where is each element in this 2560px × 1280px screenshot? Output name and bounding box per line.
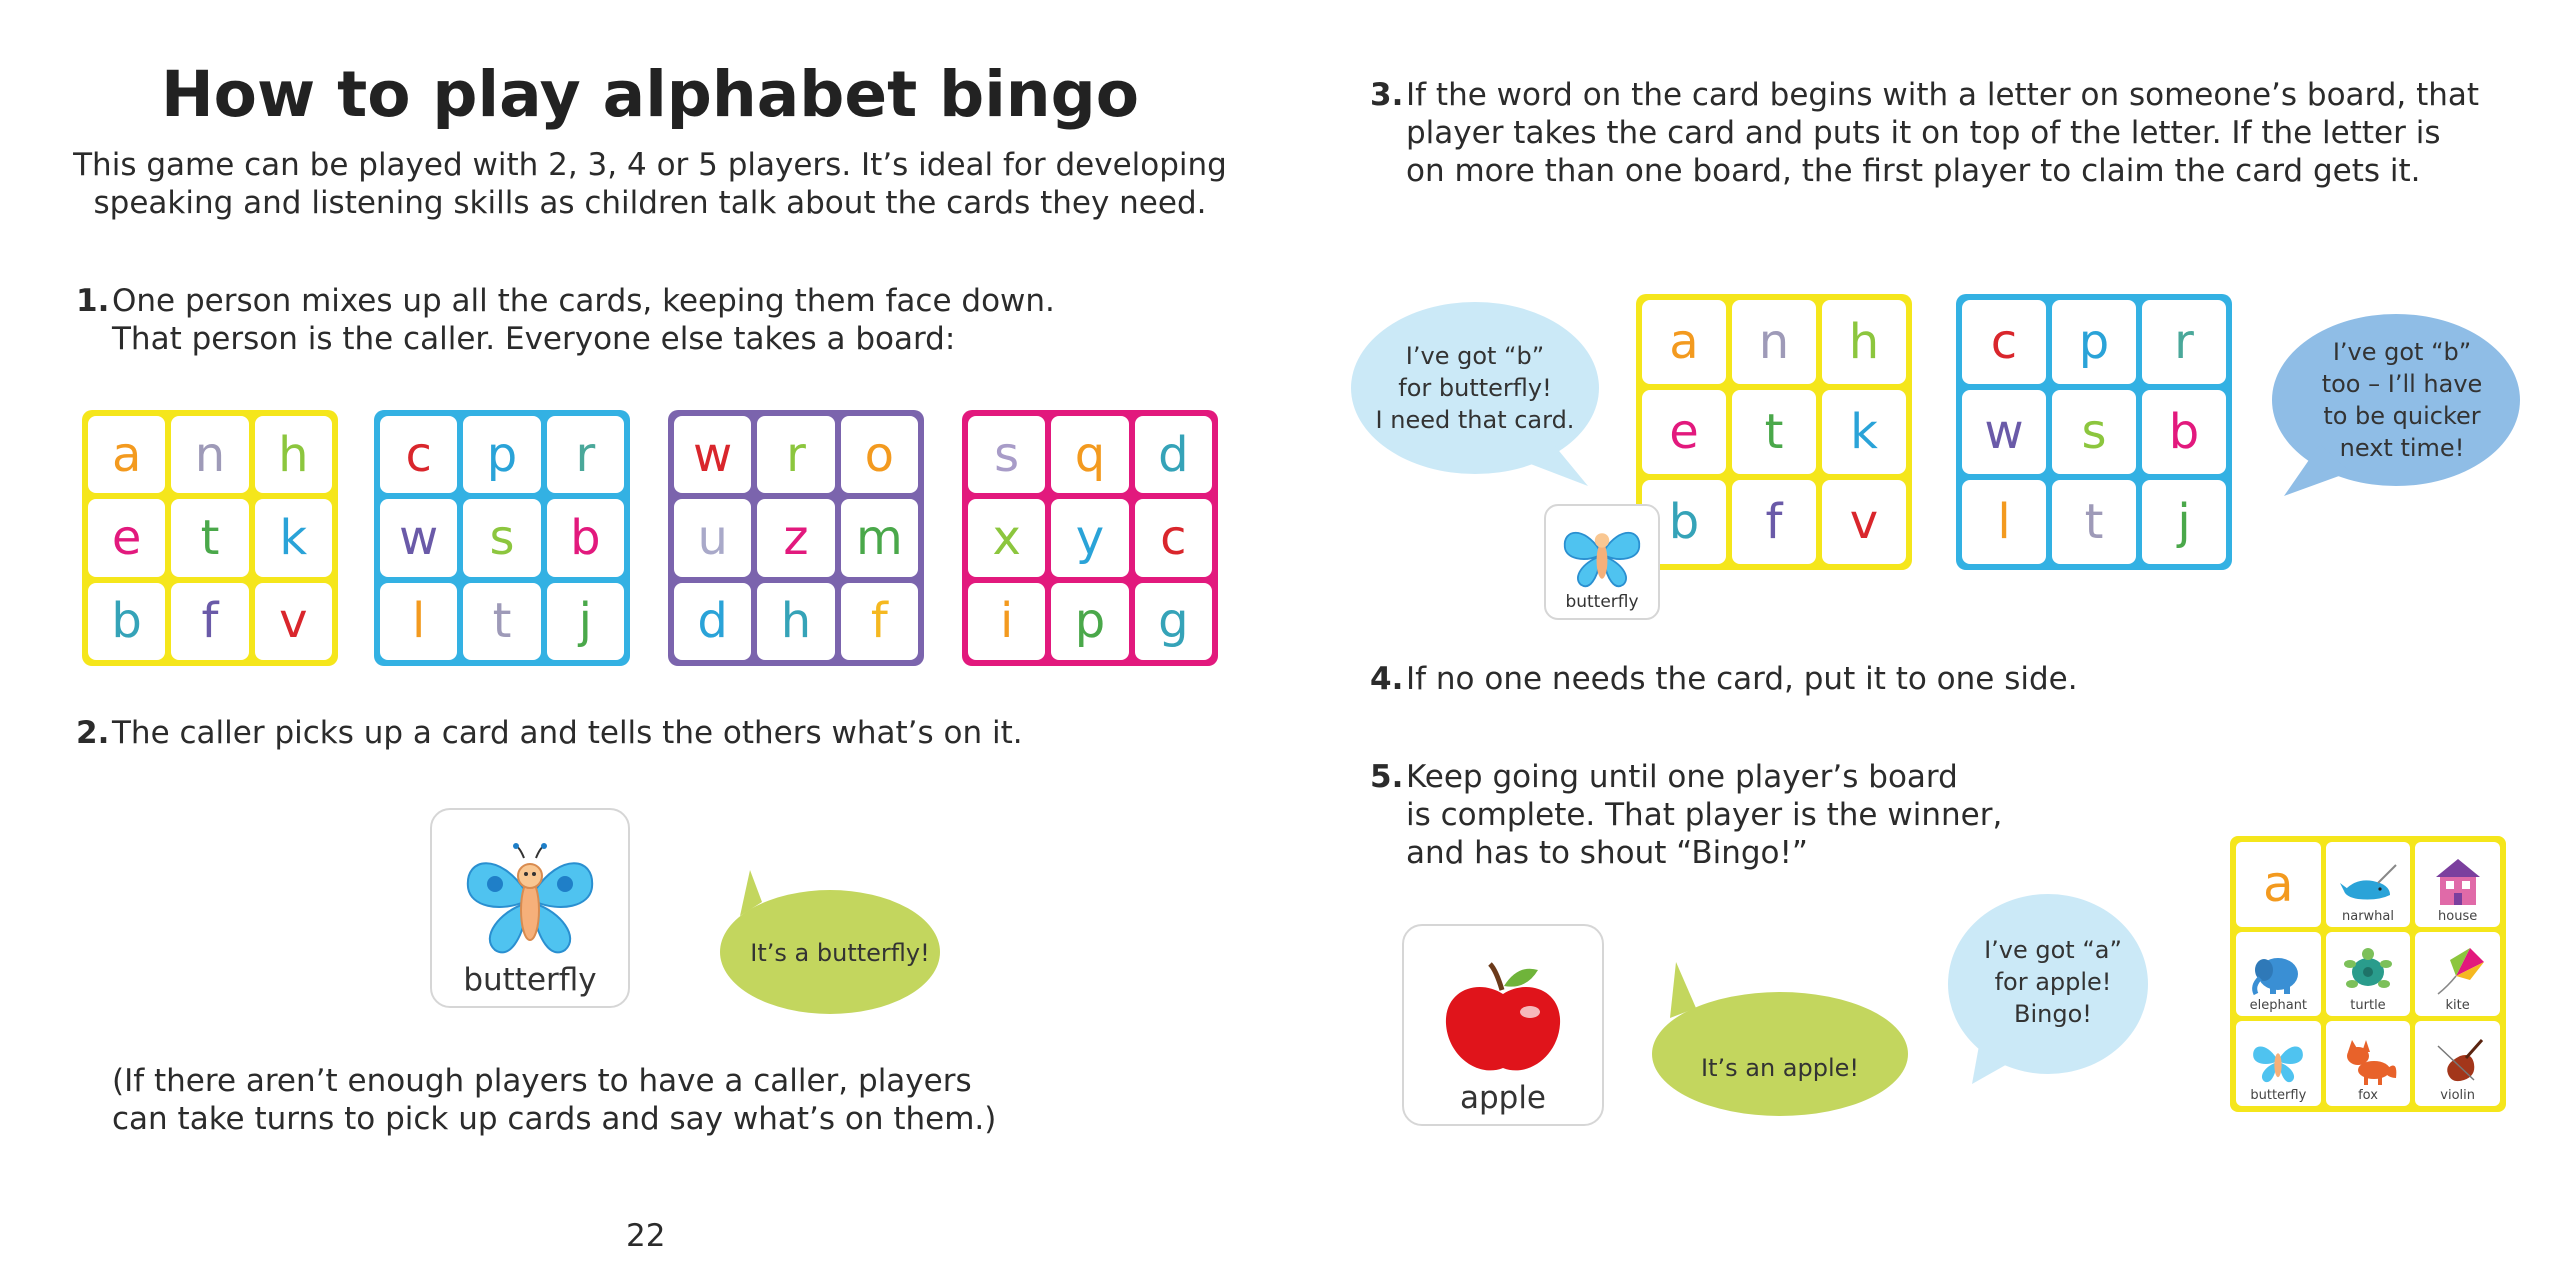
step-2 — [76, 714, 1276, 754]
board-cell-c[interactable]: c — [1962, 300, 2046, 384]
board-cell-s[interactable]: s — [968, 416, 1045, 493]
letter-board-2[interactable] — [374, 410, 630, 666]
bubble-line: too – I’ll have — [2321, 370, 2483, 398]
board-cell-b[interactable]: b — [2142, 390, 2226, 474]
fox-icon — [2338, 1038, 2398, 1086]
letter-board-yellow-step3[interactable] — [1636, 294, 1912, 570]
board-cell-r[interactable]: r — [547, 416, 624, 493]
board-cell-p[interactable]: p — [463, 416, 540, 493]
board-cell-c[interactable]: c — [1135, 499, 1212, 576]
step-line: If no one needs the card, put it to one side. — [1406, 661, 2078, 697]
speech-bubble-ive-got-b-too — [2260, 314, 2520, 500]
board-cell-t[interactable]: t — [171, 499, 248, 576]
picture-label: elephant — [2249, 998, 2308, 1014]
bubble-text — [1350, 300, 1600, 476]
picture-label: violin — [2440, 1087, 2476, 1103]
board-cell-l[interactable]: l — [1962, 480, 2046, 564]
speech-bubble-its-apple — [1650, 958, 1910, 1118]
board-cell-b[interactable]: b — [88, 583, 165, 660]
step-number: 4. — [1370, 661, 1404, 697]
butterfly-icon — [1560, 520, 1644, 592]
board-cell-p[interactable]: p — [1051, 583, 1128, 660]
board-cell-u[interactable]: u — [674, 499, 751, 576]
bubble-text — [1650, 988, 1910, 1148]
bubble-line: I’ve got “b” — [2332, 338, 2472, 366]
bubble-line: It’s a butterfly! — [750, 939, 930, 967]
bubble-text — [720, 878, 960, 1028]
note-line: can take turns to pick up cards and say what’s on them.) — [112, 1101, 997, 1137]
board-cell-b[interactable]: b — [1642, 480, 1726, 564]
step-number: 5. — [1370, 759, 1404, 795]
board-cell-v[interactable]: v — [1822, 480, 1906, 564]
picture-label: narwhal — [2341, 908, 2394, 924]
step-line: That person is the caller. Everyone else takes a board: — [112, 321, 956, 357]
step-5 — [1370, 758, 2170, 878]
step-line: is complete. That player is the winner, — [1406, 797, 2003, 833]
speech-bubble-ive-got-b — [1350, 300, 1600, 490]
bubble-line: I’ve got “b” — [1405, 342, 1545, 370]
board-cell-v[interactable]: v — [255, 583, 332, 660]
step-number: 1. — [76, 283, 110, 319]
house-icon — [2430, 857, 2486, 907]
board-cell-r[interactable]: r — [757, 416, 834, 493]
board-cell-w[interactable]: w — [674, 416, 751, 493]
letter-board-1[interactable] — [82, 410, 338, 666]
picture-label: butterfly — [2250, 1087, 2307, 1103]
bubble-text — [2272, 314, 2532, 486]
picture-cell-butterfly — [2236, 1021, 2321, 1106]
bubble-line: I’ve got “a” — [1984, 936, 2122, 964]
butterfly-card-small[interactable] — [1544, 504, 1660, 620]
card-label: butterfly — [463, 962, 597, 998]
board-cell-j[interactable]: j — [2142, 480, 2226, 564]
picture-cell-letter — [2236, 842, 2321, 927]
step-line: and has to shout “Bingo!” — [1406, 835, 1808, 871]
caller-note — [112, 1062, 1212, 1138]
board-cell-y[interactable]: y — [1051, 499, 1128, 576]
note-line: (If there aren’t enough players to have a caller, players — [112, 1063, 972, 1099]
board-cell-a[interactable]: a — [1642, 300, 1726, 384]
board-cell-h[interactable]: h — [255, 416, 332, 493]
letter-board-3[interactable] — [668, 410, 924, 666]
picture-label: turtle — [2350, 998, 2386, 1014]
page-number: 22 — [626, 1218, 666, 1254]
step-number: 3. — [1370, 77, 1404, 113]
letter-board-blue-step3[interactable] — [1956, 294, 2232, 570]
board-cell-f[interactable]: f — [841, 583, 918, 660]
board-cell-w[interactable]: w — [1962, 390, 2046, 474]
step-3 — [1370, 76, 2550, 196]
narwhal-icon — [2338, 861, 2398, 907]
butterfly-icon — [2250, 1038, 2306, 1086]
card-label: butterfly — [1565, 592, 1639, 612]
board-cell-b[interactable]: b — [547, 499, 624, 576]
picture-cell-fox — [2326, 1021, 2411, 1106]
intro-text — [60, 146, 1240, 222]
board-cell-q[interactable]: q — [1051, 416, 1128, 493]
board-cell-o[interactable]: o — [841, 416, 918, 493]
step-line: Keep going until one player’s board — [1406, 759, 1958, 795]
step-line: The caller picks up a card and tells the others what’s on it. — [112, 715, 1023, 751]
step-number: 2. — [76, 715, 110, 751]
bubble-line: for butterfly! — [1398, 374, 1552, 402]
turtle-icon — [2340, 948, 2396, 996]
step-1 — [76, 282, 1276, 362]
step-line: If the word on the card begins with a letter on someone’s board, that — [1406, 77, 2480, 113]
picture-cell-elephant — [2236, 932, 2321, 1017]
kite-icon — [2430, 946, 2486, 996]
board-cell-n[interactable]: n — [1732, 300, 1816, 384]
board-cell-t[interactable]: t — [1732, 390, 1816, 474]
picture-cell-narwhal — [2326, 842, 2411, 927]
page-title: How to play alphabet bingo — [160, 58, 1140, 131]
step-line: on more than one board, the first player to claim the card gets it. — [1406, 153, 2421, 189]
step-line: One person mixes up all the cards, keeping them face down. — [112, 283, 1055, 319]
board-cell-g[interactable]: g — [1135, 583, 1212, 660]
card-label: apple — [1459, 1080, 1547, 1116]
board-cell-n[interactable]: n — [171, 416, 248, 493]
board-cell-j[interactable]: j — [547, 583, 624, 660]
board-cell-h[interactable]: h — [1822, 300, 1906, 384]
board-cell-m[interactable]: m — [841, 499, 918, 576]
board-cell-x[interactable]: x — [968, 499, 1045, 576]
elephant-icon — [2248, 948, 2308, 996]
speech-bubble-ive-got-a — [1940, 890, 2150, 1086]
board-cell-i[interactable]: i — [968, 583, 1045, 660]
picture-label: kite — [2445, 998, 2470, 1014]
board-cell-f[interactable]: f — [171, 583, 248, 660]
violin-icon — [2430, 1036, 2486, 1086]
step-4 — [1370, 660, 2550, 700]
board-cell-d[interactable]: d — [1135, 416, 1212, 493]
board-cell-l[interactable]: l — [380, 583, 457, 660]
board-cell-r[interactable]: r — [2142, 300, 2226, 384]
board-cell-z[interactable]: z — [757, 499, 834, 576]
picture-cell-turtle — [2326, 932, 2411, 1017]
intro-line: speaking and listening skills as children talk about the cards they need. — [93, 185, 1207, 221]
board-cell-k[interactable]: k — [1822, 390, 1906, 474]
picture-label: house — [2438, 908, 2478, 924]
board-cell-t[interactable]: t — [463, 583, 540, 660]
step-line: player takes the card and puts it on top of the letter. If the letter is — [1406, 115, 2441, 151]
board-cell-e[interactable]: e — [88, 499, 165, 576]
board-cell-k[interactable]: k — [255, 499, 332, 576]
board-cell-s[interactable]: s — [463, 499, 540, 576]
bubble-line: Bingo! — [2014, 1000, 2092, 1028]
board-cell-a[interactable]: a — [88, 416, 165, 493]
picture-cell-violin — [2415, 1021, 2500, 1106]
letter-board-4[interactable] — [962, 410, 1218, 666]
apple-icon — [1438, 960, 1568, 1080]
bubble-line: for apple! — [1994, 968, 2112, 996]
picture-cell-house — [2415, 842, 2500, 927]
picture-board-letter: a — [2263, 855, 2294, 914]
butterfly-icon — [460, 842, 600, 962]
board-cell-s[interactable]: s — [2052, 390, 2136, 474]
board-cell-w[interactable]: w — [380, 499, 457, 576]
board-cell-c[interactable]: c — [380, 416, 457, 493]
bubble-line: to be quicker — [2323, 402, 2481, 430]
apple-card[interactable] — [1402, 924, 1604, 1126]
bubble-text — [1948, 890, 2158, 1074]
butterfly-card[interactable] — [430, 808, 630, 1008]
bubble-line: I need that card. — [1375, 406, 1575, 434]
board-cell-h[interactable]: h — [757, 583, 834, 660]
board-cell-t[interactable]: t — [2052, 480, 2136, 564]
picture-cell-kite — [2415, 932, 2500, 1017]
board-cell-p[interactable]: p — [2052, 300, 2136, 384]
bubble-line: next time! — [2339, 434, 2465, 462]
picture-board[interactable] — [2230, 836, 2506, 1112]
bubble-line: It’s an apple! — [1700, 1054, 1860, 1082]
picture-label: fox — [2358, 1087, 2378, 1103]
board-cell-e[interactable]: e — [1642, 390, 1726, 474]
board-cell-f[interactable]: f — [1732, 480, 1816, 564]
speech-bubble-its-butterfly — [720, 866, 960, 1016]
board-cell-d[interactable]: d — [674, 583, 751, 660]
intro-line: This game can be played with 2, 3, 4 or 5 players. It’s ideal for developing — [73, 147, 1227, 183]
